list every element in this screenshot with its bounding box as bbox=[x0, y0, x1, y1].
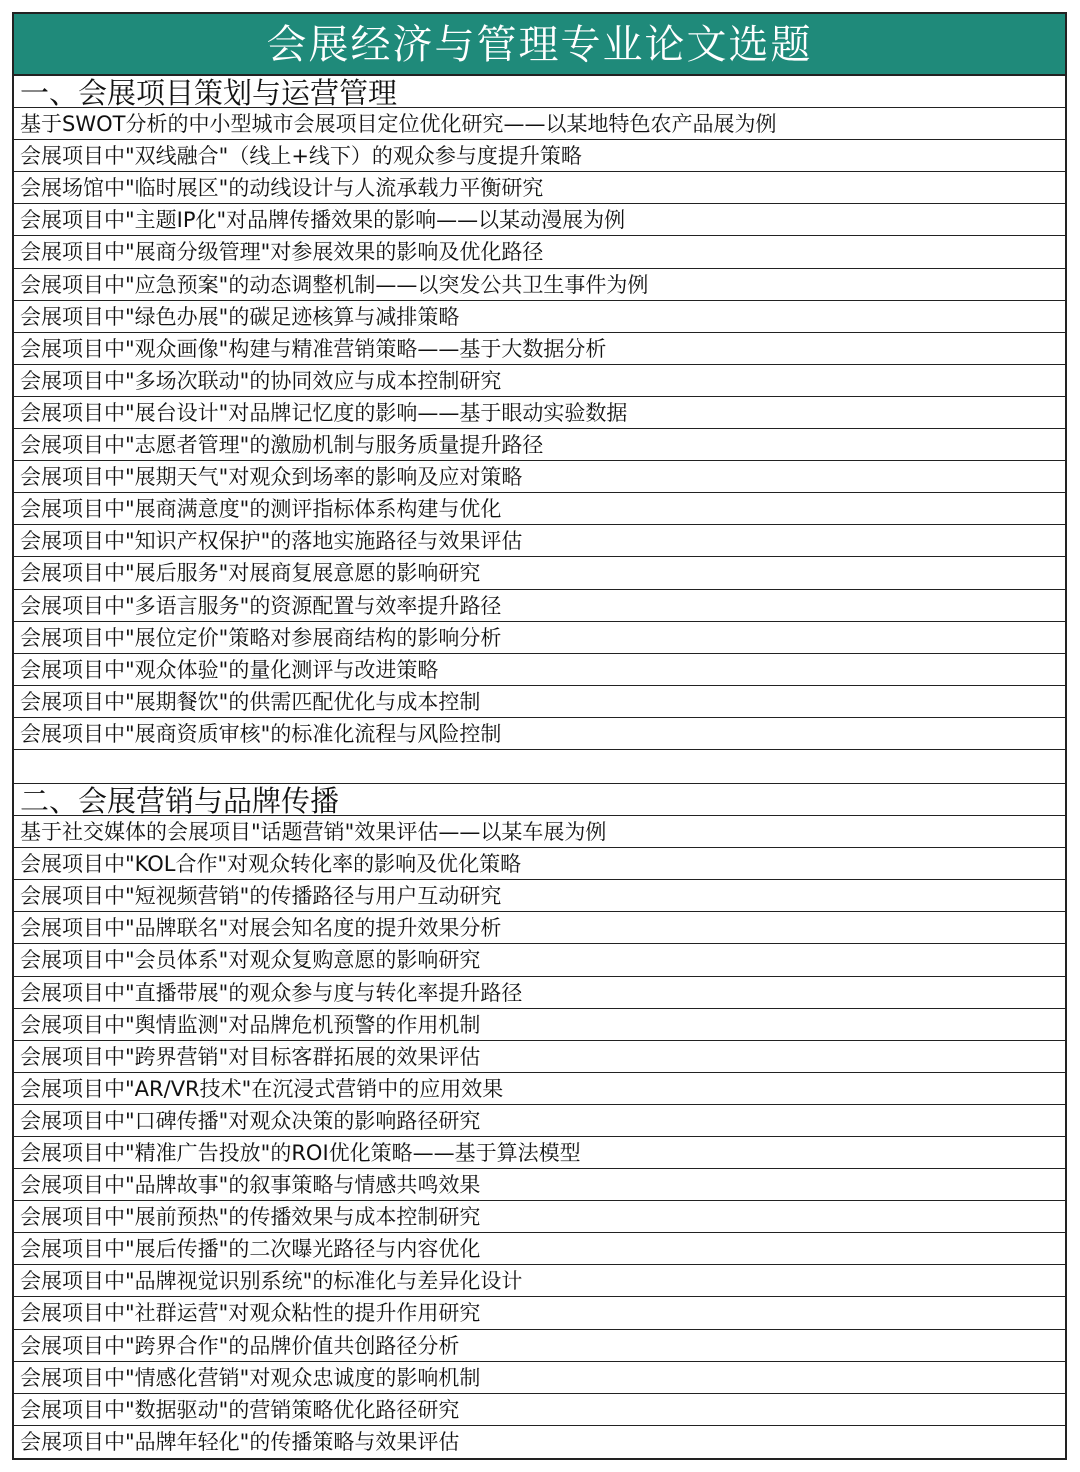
topic-row: 会展项目中"展商满意度"的测评指标体系构建与优化 bbox=[14, 493, 1065, 525]
topic-row: 会展项目中"品牌故事"的叙事策略与情感共鸣效果 bbox=[14, 1169, 1065, 1201]
topic-row: 会展项目中"主题IP化"对品牌传播效果的影响——以某动漫展为例 bbox=[14, 204, 1065, 236]
topic-row: 会展项目中"知识产权保护"的落地实施路径与效果评估 bbox=[14, 525, 1065, 557]
topic-row: 会展项目中"多场次联动"的协同效应与成本控制研究 bbox=[14, 365, 1065, 397]
topic-row: 会展项目中"舆情监测"对品牌危机预警的作用机制 bbox=[14, 1009, 1065, 1041]
topic-row: 会展项目中"品牌联名"对展会知名度的提升效果分析 bbox=[14, 912, 1065, 944]
topic-row: 会展项目中"多语言服务"的资源配置与效率提升路径 bbox=[14, 590, 1065, 622]
topic-row: 会展项目中"展后传播"的二次曝光路径与内容优化 bbox=[14, 1233, 1065, 1265]
topic-row: 会展项目中"跨界营销"对目标客群拓展的效果评估 bbox=[14, 1041, 1065, 1073]
topic-row: 会展项目中"AR/VR技术"在沉浸式营销中的应用效果 bbox=[14, 1073, 1065, 1105]
section-heading: 一、会展项目策划与运营管理 bbox=[14, 76, 1065, 108]
topic-row: 会展项目中"观众画像"构建与精准营销策略——基于大数据分析 bbox=[14, 333, 1065, 365]
section-heading: 二、会展营销与品牌传播 bbox=[14, 784, 1065, 816]
topic-row: 会展项目中"观众体验"的量化测评与改进策略 bbox=[14, 654, 1065, 686]
topic-row: 会展项目中"双线融合"（线上+线下）的观众参与度提升策略 bbox=[14, 140, 1065, 172]
topic-row: 会展项目中"会员体系"对观众复购意愿的影响研究 bbox=[14, 944, 1065, 976]
topic-row: 会展项目中"KOL合作"对观众转化率的影响及优化策略 bbox=[14, 848, 1065, 880]
topic-row: 会展项目中"直播带展"的观众参与度与转化率提升路径 bbox=[14, 977, 1065, 1009]
topic-row: 会展项目中"志愿者管理"的激励机制与服务质量提升路径 bbox=[14, 429, 1065, 461]
topic-sheet bbox=[12, 12, 1067, 1460]
topic-row: 会展场馆中"临时展区"的动线设计与人流承载力平衡研究 bbox=[14, 172, 1065, 204]
topic-row: 会展项目中"展位定价"策略对参展商结构的影响分析 bbox=[14, 622, 1065, 654]
topic-row: 会展项目中"展后服务"对展商复展意愿的影响研究 bbox=[14, 557, 1065, 589]
topic-row: 会展项目中"社群运营"对观众粘性的提升作用研究 bbox=[14, 1297, 1065, 1329]
topic-row: 会展项目中"数据驱动"的营销策略优化路径研究 bbox=[14, 1394, 1065, 1426]
topic-row: 会展项目中"展期餐饮"的供需匹配优化与成本控制 bbox=[14, 686, 1065, 718]
topic-row: 会展项目中"展期天气"对观众到场率的影响及应对策略 bbox=[14, 461, 1065, 493]
page-title: 会展经济与管理专业论文选题 bbox=[14, 14, 1065, 76]
topic-row: 基于社交媒体的会展项目"话题营销"效果评估——以某车展为例 bbox=[14, 816, 1065, 848]
topic-row: 会展项目中"应急预案"的动态调整机制——以突发公共卫生事件为例 bbox=[14, 269, 1065, 301]
topic-row: 会展项目中"口碑传播"对观众决策的影响路径研究 bbox=[14, 1105, 1065, 1137]
topic-row: 会展项目中"展台设计"对品牌记忆度的影响——基于眼动实验数据 bbox=[14, 397, 1065, 429]
topic-row: 会展项目中"展商资质审核"的标准化流程与风险控制 bbox=[14, 718, 1065, 750]
topic-row: 会展项目中"展商分级管理"对参展效果的影响及优化路径 bbox=[14, 236, 1065, 268]
topic-row: 会展项目中"品牌年轻化"的传播策略与效果评估 bbox=[20, 1429, 460, 1454]
topic-row: 会展项目中"跨界合作"的品牌价值共创路径分析 bbox=[14, 1330, 1065, 1362]
topic-row: 会展项目中"精准广告投放"的ROI优化策略——基于算法模型 bbox=[14, 1137, 1065, 1169]
blank-row bbox=[14, 750, 1065, 784]
topic-row: 会展项目中"绿色办展"的碳足迹核算与减排策略 bbox=[14, 301, 1065, 333]
topic-row: 会展项目中"品牌视觉识别系统"的标准化与差异化设计 bbox=[14, 1265, 1065, 1297]
topic-row: 基于SWOT分析的中小型城市会展项目定位优化研究——以某地特色农产品展为例 bbox=[14, 108, 1065, 140]
topic-row: 会展项目中"短视频营销"的传播路径与用户互动研究 bbox=[14, 880, 1065, 912]
topic-row: 会展项目中"展前预热"的传播效果与成本控制研究 bbox=[14, 1201, 1065, 1233]
topic-row: 会展项目中"情感化营销"对观众忠诚度的影响机制 bbox=[14, 1362, 1065, 1394]
